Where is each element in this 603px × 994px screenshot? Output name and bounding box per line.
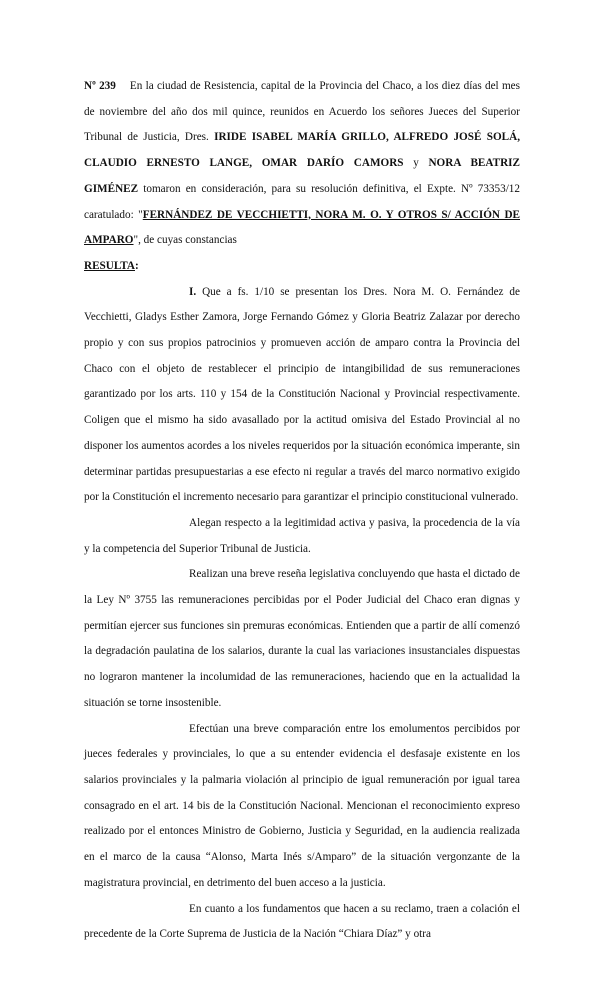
case-title: FERNÁNDEZ DE VECCHIETTI, NORA M. O. Y OTROS S/ ACCIÓN DE AMPARO xyxy=(84,208,521,247)
judge-last-name: NORA BEATRIZ GIMÉNEZ xyxy=(84,157,520,195)
paragraph-1: I. Que a fs. 1/10 se presentan los Dres. Nora M. O. Fernández de Vecchietti, Gladys Esther Zamora, Jorge Fernando Gómez y Gloria Beatriz Zalazar por derecho propio y con sus propios patrocinios y promueven acción de amparo contra la Provincia del Chaco con el objeto de restablecer el principio de intangibilidad de sus remuneraciones garantizado por los arts. 110 y 154 de la Constitución Nacional y Provincial respectivamente. Coligen que el mismo ha sido avasallado por la actitud omisiva del Estado Provincial al no disponer los aumentos acordes a los niveles requeridos por la situación económica imperante, sin determinar partidas presupuestarias a ese efecto ni regular a través del marco normativo exigido por la Constitución el incremento necesario para garantizar el principio constitucional vulnerado. xyxy=(84,285,520,504)
section-numeral: I. xyxy=(189,285,197,298)
paragraph-2: Alegan respecto a la legitimidad activa y pasiva, la procedencia de la vía y la competencia del Superior Tribunal de Justicia. xyxy=(84,516,520,555)
resolution-number: Nº 239 xyxy=(84,80,116,92)
paragraph-3: Realizan una breve reseña legislativa concluyendo que hasta el dictado de la Ley Nº 3755 las remuneraciones percibidas por el Poder Judicial del Chaco eran dignas y permitían ejercer sus funciones sin premuras económicas. Entienden que a partir de allí comenzó la degradación paulatina de los salarios, durante la cual las variaciones insustanciales dispuestas no lograron mantener la incolumidad de las remuneraciones, haciendo que en la actualidad la situación se torne insostenible. xyxy=(84,568,520,709)
paragraph-4: Efectúan una breve comparación entre los emolumentos percibidos por jueces federales y provinciales, lo que a su entender evidencia el desfasaje existente en los salarios provinciales y la palmaria violación al principio de igual remuneración por igual tarea consagrado en el art. 14 bis de la Constitución Nacional. Mencionan el reconocimiento expreso realizado por el entonces Ministro de Gobierno, Justicia y Seguridad, en la audiencia realizada en el marco de la causa “Alonso, Marta Inés s/Amparo” de la situación vergonzante de la magistratura provincial, en detrimento del buen acceso a la justicia. xyxy=(84,722,520,889)
paragraph-5: En cuanto a los fundamentos que hacen a su reclamo, traen a colación el precedente de la Corte Suprema de Justicia de la Nación “Chiara Díaz” y otra xyxy=(84,902,520,941)
intro-paragraph: Nº 239 En la ciudad de Resistencia, capital de la Provincia del Chaco, a los diez días del mes de noviembre del año dos mil quince, reunidos en Acuerdo los señores Jueces del Superior Tribunal de Justicia, Dres. IRIDE ISABEL MARÍA GRILLO, ALFREDO JOSÉ SOLÁ, CLAUDIO ERNESTO LANGE, OMAR DARÍO CAMORS y NORA BEATRIZ GIMÉNEZ tomaron en consideración, para su resolución definitiva, el Expte. Nº 73353/12 caratulado: "FERNÁNDEZ DE VECCHIETTI, NORA M. O. Y OTROS S/ ACCIÓN DE AMPARO", de cuyas constancias xyxy=(84,80,521,247)
judges-names: IRIDE ISABEL MARÍA GRILLO, ALFREDO JOSÉ SOLÁ, CLAUDIO ERNESTO LANGE, OMAR DARÍO CAMORS xyxy=(84,131,520,170)
resulta-heading: RESULTA: xyxy=(84,259,139,272)
document-page xyxy=(84,74,520,948)
